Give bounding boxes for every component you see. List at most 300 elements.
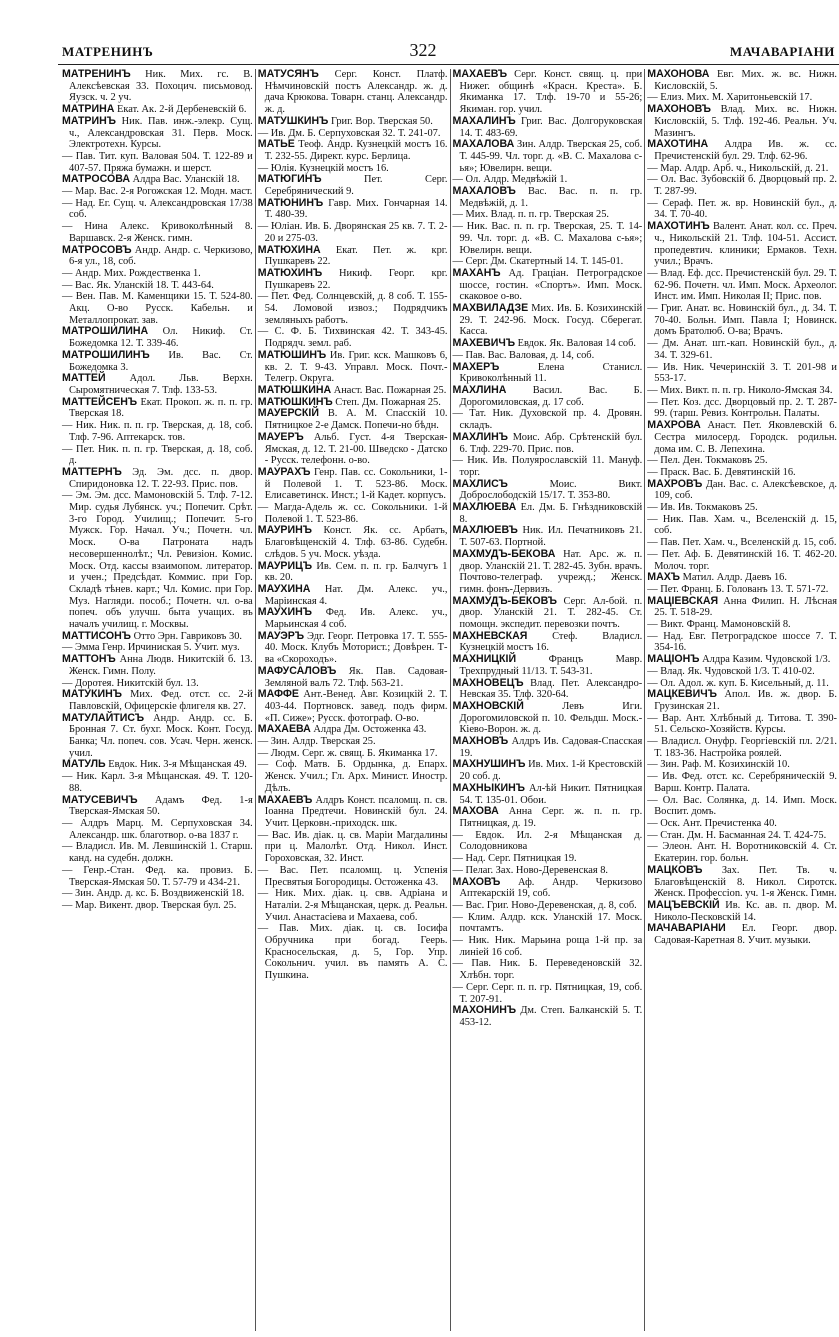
entry-details: — Влад. Еф. дсс. Пречистенскій бул. 29. Т. 62-96. Почетн. чл. Имп. Моск. Археолог. Инст. им. Имп. Николая II; Прис. пов. <box>647 267 837 303</box>
directory-entry <box>258 607 448 630</box>
entry-surname: МАТУСЯНЪ <box>257 69 319 80</box>
entry-details: — Ив. Дм. Б. Серпуховская 32. Т. 241-07. <box>257 127 441 139</box>
entry-details: — Ив. Ив. Токмаковъ 25. <box>647 502 758 514</box>
directory-entry <box>258 350 448 385</box>
entry-details: Альб. Густ. 4-я Тверская-Ямская, д. 12. Т. 21-00. Шведско - Датско - Русск. телефонн. о-во. <box>264 431 448 467</box>
entry-details: Анна Людв. Никитскій б. 13. Женск. Гимн. Полу. <box>69 654 253 677</box>
entry-surname: МАТРОСОВА <box>62 173 130 186</box>
entry-details: Влад. Пет. Александро-Невская 35. Тлф. 320-64. <box>459 677 643 701</box>
entry-details: Анна Филип. Н. Лѣсная 25. Т. 518-29. <box>654 595 837 619</box>
entry-details: — Элеон. Ант. Н. Воротниковскій 4. Ст. Екатерин. гор. больн. <box>647 841 837 865</box>
entry-surname: МАТЮНИНЪ <box>257 196 324 209</box>
entry-surname: МАХОТИНЪ <box>647 220 710 233</box>
entry-surname: МАТТИСОНЪ <box>62 629 131 642</box>
directory-entry <box>62 865 253 888</box>
entry-surname: МАХНЫКИНЪ <box>452 781 526 794</box>
column-4 <box>644 69 839 1331</box>
entry-surname: МАХМУДЪ-БЕКОВА <box>452 547 556 560</box>
directory-entry <box>453 385 643 408</box>
directory-entry <box>453 806 643 829</box>
entry-surname: МАХАНЪ <box>452 266 501 279</box>
directory-entry <box>453 209 643 221</box>
directory-entry <box>453 525 643 548</box>
entry-details: Серг. Ал-бой. п. двор. Уланскій 21. Т. 282-45. Ст. помощн. экспедит. перевозки почтъ. <box>459 595 643 631</box>
directory-entry <box>453 631 643 654</box>
directory-entry <box>647 479 837 502</box>
directory-entry <box>453 479 643 502</box>
directory-entry <box>258 69 448 116</box>
entry-details: — Ол. Алдр. Медвѣжій 1. <box>452 174 568 186</box>
directory-entry <box>62 373 253 396</box>
entry-surname: МАХАЕВА <box>257 723 311 736</box>
entry-details: — Викт. Франц. Мамоновскій 8. <box>647 619 791 631</box>
entry-details: — Андр. Мих. Рождественка 1. <box>62 267 201 279</box>
directory-entry <box>258 245 448 268</box>
directory-entry <box>647 818 837 830</box>
directory-entry <box>62 397 253 420</box>
entry-details: — Пелаг. Зах. Ново-Деревенская 8. <box>452 864 609 876</box>
entry-details: — Мих. Влад. п. п. гр. Тверская 25. <box>452 209 610 221</box>
entry-details: — Вас. Григ. Ново-Деревенская, д. 8, соб. <box>452 899 637 911</box>
entry-surname: МАТУЛЬ <box>62 758 106 771</box>
entry-surname: МАХМУДЪ-БЕКОВЪ <box>452 594 557 607</box>
entry-details: Аф. Андр. Черкизово Аптекарскій 19, соб. <box>459 876 643 900</box>
entry-details: Як. Пав. Садовая-Земляной валъ 72. Тлф. 563-21. <box>264 665 448 689</box>
entry-surname: МАУХИНА <box>257 582 311 595</box>
entry-details: — Мар. Викент. двор. Тверская бул. 25. <box>62 899 237 911</box>
entry-details: Дан. Вас. с. Алексѣевское, д. 109, соб. <box>654 478 837 502</box>
entry-details: — Ол. Вас. Зубовскій б. Дворцовый пр. 2. Т. 287-99. <box>647 174 837 198</box>
entry-details: Адол. Льв. Верхн. Сыромятническая 7. Тлф. 133-53. <box>69 373 253 396</box>
entry-details: Евдок. Як. Валовая 14 соб. <box>517 338 636 350</box>
entry-details: Григ. Вор. Тверская 50. <box>330 115 433 127</box>
directory-entry <box>258 291 448 326</box>
entry-surname: МАФУСАЛОВЪ <box>257 664 337 677</box>
directory-entry <box>647 865 837 900</box>
entry-details: Францъ Мавр. Трехпрудный 11/13. Т. 543-31. <box>459 654 643 677</box>
entry-details: Алдра Ив. ж. сс. Пречистенскій бул. 29. Тлф. 62-96. <box>654 139 837 162</box>
entry-surname: МАТТОНЪ <box>62 653 116 666</box>
entry-surname: МАХАЕВЪ <box>257 793 313 806</box>
entry-details: — Клим. Алдр. кск. Уланскій 17. Моск. почтамтъ. <box>452 911 643 935</box>
directory-entry <box>453 912 643 935</box>
directory-entry <box>62 69 253 104</box>
entry-surname: МАТТЕЙСЕНЪ <box>62 395 138 408</box>
entry-details: — Над. Серг. Пятницкая 19. <box>452 853 577 865</box>
entry-details: — Зин. Алдр. Тверская 25. <box>257 736 376 748</box>
entry-surname: МАУРАХЪ <box>257 465 311 478</box>
entry-details: Моис. Викт. Дoброслободскій 15/17. Т. 353-80. <box>459 478 643 502</box>
directory-entry <box>258 174 448 197</box>
directory-entry <box>258 221 448 244</box>
entry-details: Ив. Мих. 1-й Крестовскій 20 соб. д. <box>459 759 643 783</box>
directory-entry <box>453 958 643 981</box>
entry-details: — Людм. Серг. ж. свящ. Б. Якиманка 17. <box>257 747 438 759</box>
directory-entry <box>453 900 643 912</box>
entry-details: Дм. Степ. Балканскій 5. Т. 453-12. <box>459 1005 643 1028</box>
entry-details: — Юліан. Ив. Б. Дворянская 25 кв. 7. Т. 2-20 и 275-03. <box>257 221 448 244</box>
entry-surname: МАТТЕРНЪ <box>62 465 122 478</box>
entry-surname: МАХАЛОВЪ <box>452 185 516 198</box>
entry-surname: МАУРИЦЪ <box>257 559 313 572</box>
entry-surname: МАТУШКИНЪ <box>257 114 329 127</box>
entry-details: — Пет. Франц. Б. Голованъ 13. Т. 571-72. <box>647 583 829 595</box>
directory-entry <box>258 139 448 162</box>
entry-details: Ел. Георг. двор. Садовая-Каретная 8. Учит. музыки. <box>654 923 837 947</box>
directory-entry <box>258 865 448 888</box>
entry-details: Вас. Вас. п. п. гр. Медвѣжій, д. 1. <box>459 186 643 209</box>
entry-details: Григ. Вас. Долгоруковская 14. Т. 483-69. <box>459 115 643 139</box>
directory-entry <box>647 502 837 514</box>
directory-entry <box>62 654 253 677</box>
directory-entry <box>647 420 837 455</box>
entry-surname: МАХВИЛАДЗЕ <box>452 302 529 315</box>
entry-details: — Григ. Анат. вс. Новинскій бул., д. 34. Т. 70-40. Больн. Имп. Павла I; Новинск. домъ Братолюб. О-ва; Врачъ. <box>647 303 837 338</box>
directory-entry <box>258 467 448 502</box>
entry-details: — Вас. Пет. псаломщ. ц. Успенія Пресвятыя Богородицы. Остоженка 43. <box>257 864 448 888</box>
entry-surname: МАТРОШИЛИНА <box>62 325 149 338</box>
directory-entry <box>453 783 643 806</box>
entry-surname: МАХАЛИНЪ <box>452 114 516 127</box>
directory-entry <box>647 139 837 162</box>
directory-entry <box>62 467 253 490</box>
entry-details: Екат. Прокоп. ж. п. п. гр. Тверская 18. <box>69 396 253 420</box>
entry-details: — Эмма Генр. Ирчиниская 5. Учит. муз. <box>62 642 240 654</box>
entry-details: Мих. Ив. Б. Козихинскій 29. Т. 242-96. Моск. Госуд. Сберегат. Касса. <box>459 303 643 338</box>
entry-details: Алдра Вас. Уланскій 18. <box>132 174 240 186</box>
entry-details: — Ив. Фед. отст. кс. Серебряническій 9. Варш. Контр. Палата. <box>647 771 837 794</box>
entry-details: — Магда-Адель ж. сс. Сокольники. 1-й Полевой 1. Т. 523-86. <box>257 502 448 525</box>
entry-details: — Ол. Вас. Солянка, д. 14. Имп. Моск. Воспит. домъ. <box>647 794 837 818</box>
directory-entry <box>62 151 253 174</box>
entry-details: Алдра Дм. Остоженка 43. <box>313 724 427 736</box>
entry-details: — Ник. Ив. Полуярославскій 11. Мануф. торг. <box>452 455 643 478</box>
directory-entry <box>647 631 837 654</box>
entry-details: Ад. Граціан. Петроградское шоссе, гостин. «Спортъ». Имп. Моск. скаковое о-во. <box>459 267 643 303</box>
entry-details: Моис. Абр. Срѣтенскій бул. 6. Тлф. 229-70. Прис. пов. <box>459 431 643 455</box>
directory-entry <box>647 830 837 842</box>
directory-entry <box>258 666 448 689</box>
entry-surname: МАТЮШИНЪ <box>257 348 327 361</box>
entry-details: Никиф. Георг. крг. Пушкаревъ 22. <box>264 267 448 291</box>
entry-details: — Доротея. Никитскій бул. 13. <box>62 677 199 689</box>
entry-details: — Ник. Ник. Марьина роща 1-й пр. за линіей 16 соб. <box>452 935 643 958</box>
directory-entry <box>62 841 253 864</box>
entry-surname: МАТТЕЙ <box>62 372 106 385</box>
directory-entry <box>258 689 448 724</box>
directory-entry <box>453 69 643 116</box>
entry-details: Эдг. Георг. Петровка 17. Т. 555-40. Моск. Клубъ Моторист.; Довѣрен. Т-ва «Скороходъ». <box>264 630 448 666</box>
entry-details: Алдръ Конст. псаломщ. п. св. Іоанна Предтечи. Новинскій бул. 24. Учит. Церковн.-приходск. шк. <box>264 794 448 829</box>
entry-surname: МАТРОШИЛИНЪ <box>62 348 150 361</box>
directory-entry <box>258 561 448 584</box>
directory-entry <box>647 221 837 268</box>
directory-entry <box>258 795 448 830</box>
directory-entry <box>453 221 643 256</box>
directory-entry <box>647 455 837 467</box>
entry-details: Генр. Пав. сс. Сокольники, 1-й Полевой 1. Т. 523-86. Моск. Елисаветинск. Инст.; 1-й Кадет. корпусъ. <box>264 466 448 502</box>
entry-details: Васил. Вас. Б. Дорогомиловская, д. 17 соб. <box>459 384 643 408</box>
directory-entry <box>453 678 643 701</box>
entry-surname: МАХЛИСЪ <box>452 477 508 490</box>
directory-entry <box>62 221 253 244</box>
entry-surname: МАТРИНЪ <box>62 114 116 127</box>
entry-surname: МАУХИНЪ <box>257 606 312 619</box>
directory-entry <box>453 186 643 209</box>
entry-details: Ив. Кс. ав. п. двор. М. Николо-Песковскій 14. <box>654 899 837 923</box>
directory-entry <box>258 631 448 666</box>
entry-details: Анна Серг. ж. п. п. гр. Пятницкая, д. 19. <box>459 806 643 829</box>
directory-entry <box>453 830 643 853</box>
directory-entry <box>647 619 837 631</box>
entry-surname: МАХОВЪ <box>452 875 501 888</box>
entry-details: — Мар. Алдр. Арб. ч., Никольскій, д. 21. <box>647 162 829 174</box>
entry-details: — Над. Ег. Сущ. ч. Александровская 17/38 соб. <box>62 197 253 221</box>
entry-surname: МАТУСЕВИЧЪ <box>62 793 138 806</box>
entry-details: Алдра Казим. Чудовской 1/3. <box>702 654 831 666</box>
directory-entry <box>647 268 837 303</box>
entry-details: Ив. Вас. Ст. Божедомка 3. <box>69 349 253 373</box>
entry-surname: МАТРОСОВЪ <box>62 243 132 256</box>
entry-details: — Пав. Пет. Хам. ч., Вселенскій д. 15, соб. <box>647 537 837 549</box>
directory-entry <box>453 502 643 525</box>
entry-details: Евдок. Ник. 3-я Мѣщанская 49. <box>108 759 247 771</box>
directory-entry <box>647 572 837 584</box>
directory-entry <box>453 759 643 782</box>
entry-details: — Евдок. Ил. 2-я Мѣщанская д. Солодовникова <box>452 829 643 853</box>
entry-details: Стеф. Владисл. Кузнецкій мостъ 16. <box>459 630 643 654</box>
entry-details: Апол. Ив. ж. двор. Б. Грузинская 21. <box>654 689 837 712</box>
entry-details: Мих. Фед. отст. сс. 2-й Павловскій, Офицерскіе флигеля кв. 27. <box>69 689 253 712</box>
entry-details: — С. Ф. Б. Тихвинская 42. Т. 343-45. Подрядч. земл. раб. <box>257 326 448 350</box>
entry-details: — Ник. Мих. діак. ц. свв. Адріана и Наталіи. 2-я Мѣщанская, церк. д. Реальн. Учил. Анастасіева и Махаева, соб. <box>257 888 448 923</box>
entry-details: — Ол. Адол. ж. куп. Б. Кисельный, д. 11. <box>647 677 829 689</box>
entry-details: — Пав. Вас. Валовая, д. 14, соб. <box>452 349 595 361</box>
entry-surname: МАУЕРСКІЙ <box>257 407 319 420</box>
entry-surname: МАХНУШИНЪ <box>452 758 526 771</box>
entry-details: Ник. Пав. инж.-элекр. Сущ. ч., Александровская 31. Перв. Моск. Электротехн. Курсы. <box>69 115 253 151</box>
directory-entry <box>62 795 253 818</box>
entry-details: Андр. Андр. с. Черкизово, 6-я ул., 18, соб. <box>69 244 253 268</box>
entry-surname: МАЦКОВЪ <box>647 863 703 876</box>
directory-entry <box>647 666 837 678</box>
entry-surname: МАХОТИНА <box>647 138 709 151</box>
directory-entry <box>258 198 448 221</box>
entry-details: — Мар. Вас. 2-я Рогожская 12. Модн. маст. <box>62 186 253 198</box>
directory-entry <box>647 923 837 946</box>
directory-entry <box>258 888 448 923</box>
entry-surname: МАХЕРЪ <box>452 360 500 373</box>
entry-details: Нат. Дм. Алекс. уч., Маріинская 4. <box>264 583 448 607</box>
directory-entry <box>647 771 837 794</box>
entry-details: Ел. Дм. Б. Гнѣздниковскій 8. <box>459 502 643 525</box>
entry-surname: МАХАЛОВА <box>452 138 515 151</box>
entry-surname: МАХОНОВЪ <box>647 103 711 116</box>
directory-entry <box>62 713 253 760</box>
directory-entry <box>453 596 643 631</box>
entry-details: Екат. Пет. ж. крг. Пушкаревъ 22. <box>264 244 448 268</box>
entry-details: — Пет. Коз. дсс. Дворцовый пр. 2. Т. 287-99. (тарш. Ревиз. Контрольн. Палаты. <box>647 396 837 420</box>
entry-details: — Эм. Эм. дсс. Мамоновскій 5. Тлф. 7-12. Мир. судья Лубянск. уч.; Попечит. Срѣт. 3-го Город. Училищ.; Попечит. 5-го Мужск. Гор. Начал. Уч.; Почетн. чл. Моск. О-ва Патроната надъ несовершеннолѣт.; Чл. Ревизіон. Комис. Моск. Отд. кассы взаимопом. литератор. и учен.; Предсѣдат. Коммис. при Гор. Складѣ тѣнев. карт.; Чл. Комис. при Гор. Муз. Нагляди. пособ.; Почетн. чл. о-ва попеч. объ улучш. быта учащих. въ началъ училищ. г. Москвы. <box>62 490 253 631</box>
directory-entry <box>62 280 253 292</box>
entry-details: Анаст. Пет. Яковлевскій 6. Сестра милосерд. Городск. родильн. дома им. С. В. Лепехина. <box>654 420 837 455</box>
directory-entry <box>647 385 837 397</box>
entry-details: Адамъ Фед. 1-я Тверская-Ямская 50. <box>69 794 253 818</box>
column-3 <box>450 69 645 1331</box>
entry-surname: МАЦКЕВИЧЪ <box>647 688 717 701</box>
entry-surname: МАТЬЕ <box>257 138 295 151</box>
directory-entry <box>453 701 643 736</box>
entry-details: — Генр.-Стан. Фед. ка. провиз. Б. Тверская-Ямская 50. Т. 57-79 и 434-21. <box>62 864 253 888</box>
directory-entry <box>453 362 643 385</box>
directory-entry <box>647 362 837 385</box>
directory-entry <box>258 116 448 128</box>
entry-surname: МАТЮХИНА <box>257 243 321 256</box>
entry-details: — Серг. Серг. п. п. гр. Пятницкая, 19, соб. Т. 207-91. <box>452 981 643 1005</box>
entry-surname: МАТЮШКИНА <box>257 383 332 396</box>
entry-details: — Пав. Ник. Б. Переведеновскій 32. Хлѣбн. торг. <box>452 958 643 982</box>
entry-details: — Ник. Вас. п. п. гр. Тверская, 25. Т. 14-99. Чл. торг. д. «В. С. Махалова с-ья»; Ювелирн. вещи. <box>452 221 643 256</box>
entry-details: — Юлія. Кузнецкій мостъ 16. <box>257 162 389 174</box>
entry-details: — Владисл. Ив. М. Левшинскій 1. Старш. канд. на судебн. должн. <box>62 841 253 865</box>
entry-details: — Алдръ Марц. М. Серпуховская 34. Александр. шк. благотвор. о-ва 1837 г. <box>62 818 253 841</box>
entry-details: Серг. Конст. Платф. Нѣмчиновскій постъ Александр. ж. д. дача Крюкова. Товарн. станц. Александр. ж. д. <box>264 69 448 116</box>
directory-entry <box>258 724 448 736</box>
entry-details: Левъ Иги. Дорогомиловской п. 10. Фельдш. Моск.-Кіево-Ворон. ж. д. <box>459 700 643 736</box>
directory-entry <box>62 490 253 630</box>
directory-entry <box>647 900 837 923</box>
entry-details: — Ив. Ник. Чечеринскій 3. Т. 201-98 и 553-17. <box>647 361 837 385</box>
entry-surname: МАХЛИНА <box>452 383 507 396</box>
directory-entry <box>62 888 253 900</box>
entry-details: — Пет. Аф. Б. Девятинскій 16. Т. 462-20. Молоч. торг. <box>647 548 837 572</box>
directory-entry <box>258 584 448 607</box>
directory-entry <box>647 759 837 771</box>
directory-entry <box>453 982 643 1005</box>
entry-details: Алдръ Ив. Садовая-Спасская 19. <box>459 736 643 759</box>
entry-details: — Праск. Вас. Б. Девятинскій 16. <box>647 466 796 478</box>
entry-surname: МАЦЪЕВСКІЙ <box>647 898 720 911</box>
entry-surname: МАТЮХИНЪ <box>257 266 323 279</box>
running-head-left: МАТРЕНИНЪ <box>62 44 154 59</box>
entry-details: Зин. Алдр. Тверская 25, соб. Т. 445-99. Чл. торг. д. «В. С. Махалова с-ья»; Ювелирн. вещи. <box>459 139 643 174</box>
entry-details: Екат. Ак. 2-й Дербеневскій 6. <box>117 104 247 116</box>
directory-entry <box>453 877 643 900</box>
directory-entry <box>647 713 837 736</box>
entry-details: — Серг. Дм. Скатертный 14. Т. 145-01. <box>452 256 624 268</box>
entry-details: Фед. Ив. Алекс. уч., Марьинская 4 соб. <box>264 607 448 631</box>
entry-surname: МАХОНОВА <box>647 69 710 80</box>
entry-details: — Ник. Карл. 3-я Мѣщанская. 49. Т. 120-88. <box>62 771 253 794</box>
directory-entry <box>258 408 448 431</box>
entry-details: — Зин. Раф. М. Козихинскій 10. <box>647 759 790 771</box>
entry-details: — Вен. Пав. М. Каменщики 15. Т. 524-80. Акц. О-во Русск. Кабельн. и Металлопрокат. зав. <box>62 291 253 326</box>
entry-details: Ол. Никиф. Ст. Божедомка 12. Т. 339-46. <box>69 326 253 350</box>
entry-details: — Пав. Тит. куп. Валовая 504. Т. 122-89 и 407-57. Пряжа бумажн. и шерст. <box>62 150 253 174</box>
directory-entry <box>647 163 837 175</box>
directory-entry <box>647 537 837 549</box>
entry-details: — Ник. Пав. Хам. ч., Вселенскій д. 15, соб. <box>647 513 837 537</box>
entry-surname: МАХОВА <box>452 805 499 818</box>
directory-entry <box>647 303 837 338</box>
entry-details: — Вас. Ив. діак. ц. св. Маріи Магдалины при ц. Малолѣт. Отд. Никол. Инст. Гороховская, 32. Инст. <box>257 829 448 865</box>
entry-details: Пет. Серг. Серебрянический 9. <box>264 174 448 198</box>
entry-details: — Над. Евг. Петроградское шоссе 7. Т. 354-16. <box>647 630 837 654</box>
directory-entry <box>647 69 837 92</box>
entry-details: Серг. Конст. свящ. ц. при Нижег. общинѣ «Красн. Креста». Б. Якиманка 17. Тлф. 19-70 и 55-26; Якиман. гор. учил. <box>459 69 643 116</box>
entry-details: Эд. Эм. дсс. п. двор. Спиридоновка 12. Т. 22-93. Прис. пов. <box>69 466 253 490</box>
directory-columns <box>60 69 839 1331</box>
entry-details: Матил. Алдр. Даевъ 16. <box>682 572 787 584</box>
entry-details: Ант.-Венед. Авг. Козицкій 2. Т. 403-44. Портновск. завед. подъ фирм. «П. Сиже»; Русск. фотограф. О-во. <box>264 689 448 724</box>
entry-surname: МАТРИНА <box>62 103 115 116</box>
directory-entry <box>62 174 253 186</box>
directory-entry <box>62 444 253 467</box>
entry-surname: МАХНИЦКІЙ <box>452 653 517 666</box>
entry-details: Евг. Мих. ж. вс. Нижн. Кисловскій, 5. <box>654 69 837 92</box>
entry-details: — Дм. Анат. шт.-кап. Новинскій бул., д. 34. Т. 329-61. <box>647 338 837 361</box>
directory-entry <box>258 326 448 349</box>
directory-entry <box>258 736 448 748</box>
entry-surname: МАТРЕНИНЪ <box>62 69 131 80</box>
directory-entry <box>62 818 253 841</box>
directory-entry <box>453 432 643 455</box>
directory-entry <box>62 689 253 712</box>
entry-details: — Пет. Фед. Солнцевскій, д. 8 соб. Т. 155-54. Ломовой извоз.; Подрядчикъ земляныхъ работъ. <box>257 291 448 326</box>
entry-surname: МАТУКИНЪ <box>62 688 122 701</box>
directory-entry <box>647 198 837 221</box>
entry-details: В. А. М. Спасскій 10. Пятницкое 2-е Дамск. Попечи-но бѣдн. <box>264 408 448 432</box>
directory-entry <box>647 596 837 619</box>
entry-details: — Пет. Ник. п. п. гр. Тверская, д. 18, соб. д. <box>62 443 253 467</box>
directory-entry <box>258 759 448 794</box>
entry-details: Степ. Дм. Пожарная 25. <box>335 396 441 408</box>
running-head-right: МАЧАВАРІАНИ <box>729 44 835 59</box>
directory-entry <box>62 198 253 221</box>
entry-surname: МАХНОВЪ <box>452 735 509 748</box>
directory-entry <box>647 841 837 864</box>
directory-entry <box>62 268 253 280</box>
entry-details: Валент. Анат. кол. сс. Преч. ч., Никольскій 21. Тлф. 104-51. Ассист. пропедевтич. клиники; Ермаков. Техн. учил.; Врачъ. <box>654 221 838 268</box>
directory-entry <box>62 771 253 794</box>
entry-surname: МАХНОВСКІЙ <box>452 699 524 712</box>
entry-details: — Сераф. Пет. ж. вр. Новинскій бул., д. 34. Т. 70-40. <box>647 197 837 221</box>
entry-details: Нат. Арс. ж. п. двор. Уланскій 21. Т. 282-45. Зубн. врачъ. Почтово-телеграф. учрежд.; Женск. гимн. фонъ-Дервизъ. <box>459 548 643 595</box>
directory-entry <box>62 759 253 771</box>
entry-details: — Зин. Андр. д. кс. Б. Воздвиженскій 18. <box>62 888 245 900</box>
directory-entry <box>453 268 643 303</box>
directory-entry <box>453 654 643 677</box>
directory-entry <box>258 923 448 982</box>
column-2 <box>255 69 450 1331</box>
header-rule <box>58 64 839 65</box>
entry-details: Гавр. Мих. Гончарная 14. Т. 480-39. <box>264 197 448 221</box>
entry-details: Теоф. Андр. Кузнецкій мостъ 16. Т. 232-55. Директ. курс. Берлица. <box>264 139 448 162</box>
directory-entry <box>453 408 643 431</box>
entry-surname: МАХЪ <box>647 571 681 584</box>
entry-details: — Нина Алекс. Кривоколѣнный 8. Варшавск. 2-я Женск. гимн. <box>62 221 253 244</box>
directory-entry <box>647 689 837 712</box>
entry-details: — Оск. Ант. Пречистенка 40. <box>647 818 777 829</box>
directory-entry <box>647 174 837 197</box>
directory-entry <box>647 104 837 139</box>
entry-surname: МАТУЛАЙТИСЪ <box>62 711 145 724</box>
directory-entry <box>258 432 448 467</box>
directory-entry <box>647 654 837 666</box>
entry-details: — Мих. Викт. п. п. гр. Николо-Ямская 34. <box>647 384 833 396</box>
entry-details: — Вар. Ант. Хлѣбный д. Титова. Т. 390-51. Сельско-Хозяйств. Курсы. <box>647 712 837 736</box>
entry-details: Ник. Ил. Печатниковъ 21. Т. 507-63. Портной. <box>459 525 643 549</box>
